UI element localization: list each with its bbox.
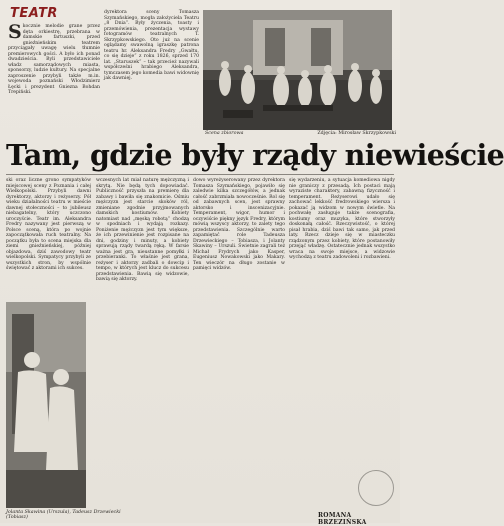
stage-photo-group (203, 10, 392, 130)
section-label: TEATR (10, 6, 58, 21)
author-byline: ROMANA BRZEZIŃSKA (318, 512, 367, 526)
stage-photo-image (203, 10, 392, 130)
headline-rule (6, 174, 394, 175)
actors-photo-image (6, 302, 86, 508)
caption-actors: Jolanta Skawina (Urszula), Tadeusz Drzewiecki (Tobiasz) (6, 510, 121, 521)
intro-column-middle: dyrektora sceny Tomasza Szymańskiego, mogła założyciela Teatru „8 Dnia”. Były życzenia, toasty i przemówienia, prezentacja wystawy fotogramów teatralnych T. Skrzypkowskiego. Oto już na scenie oglądamy swawolną igraszkę patrona teatru hr. Aleksandra Fredry „Gwałtu, co się dzieje” z roku 1826, sprzed 170 lat. „Staruszek” – tak przecież nazywali współcześni hrabiego Aleksandra, tymczasem jego komedia bawi widownię jak dawniej. (104, 10, 199, 81)
library-stamp (358, 470, 394, 506)
article-column-1: ski oraz liczne grono sympatyków miejscowej sceny z Poznania i całej Wielkopolski. Przybyli dawni dyrektorzy, aktorzy i reżyserzy. Pół wieku działalności teatru w mieście dawnej stołeczności – to jubileusz niebagatelny, który uczczono uroczyście. Teatr im. Aleksandra Fredry nazywany jest pierwszą w Polsce sceną, która po wojnie zapoczątkowała ruch teatralny. Na początku była to scena miejska dla ziemi gnieźnieńskiej, później objazdowa, dziś zawodowy teatr wielkopolski. Sympatycy przybyli ze wszystkich stron, by wspólnie świętować z aktorami ich sukces. (6, 178, 91, 271)
article-column-3: dowo wyreżyserowany przez dyrektora Tomasza Szymańskiego, pojawiło się zaledwie kilka szczegółów, a jednak całość zabrzmiała nowocześnie. Rol się od zabawnych scen, jest sprawny aktorsko i inscenizacyjnie. Temperament, wigor, humor i oczywiście piękny język Fredry, którym mówią wszyscy aktorzy, to zalety tego przedstawienia. Szczególnie warto zapamiętać role Tadeusza Drzewieckiego – Tobiasza, i Jolanty Skawiny – Urszuli. Świetnie zagrali też Michał Frydrych jako Kasper, Eugeniusz Nowakowski jako Makary. Ten wieczór na długo zostanie w pamięci widzów. (193, 178, 285, 271)
caption-photo-credit: Zdjęcia: Mirosław Skrzypkowski (317, 131, 396, 136)
actors-photo (6, 302, 86, 508)
article-headline: Tam, gdzie były rządy niewieście (6, 138, 504, 172)
caption-scene: Scena zbiorowa (205, 131, 244, 136)
article-column-4: się wydarzeniu, a sytuacja komediowa nigdy nie graniczy z przesadą. Ich postaci mają wyraziste charaktery, zabawną fizyczność i temperament. Reżyserowi udało się zachować lekkość fredrowskiego wiersza i pokazać ją widzom w nowym świetle. Na pochwałę zasługuje także scenografia, kostiumy oraz muzyka, które stworzyły doskonałą całość. Rzeczywistość, o której pisał hrabia, dziś bawi tak samo, jak przed laty. Rzecz dzieje się w miasteczku rządzonym przez kobiety, które postanowiły przejąć władzę. Ostatecznie jednak wszystko wraca na swoje miejsce, a widzowie wychodzą z teatru zadowoleni i rozbawieni. (289, 178, 395, 260)
intro-column-left: Skocznie melodie grane przez dęta orkiestrę, przebrana w damskie fartuszki, przed gnieźnieńskim teatrem przyciągały uwagę wielu tłumnie premierowych gości. A było ich ponad dwadzieścia. Byli przedstawiciele władz samorządowych miasta, sponsorzy, ludzie kultury. Na specjalne zaproszenie przybyli także m.in. wojewoda poznański Włodzimierz Łęcki i prezydent Gniezna Bohdan Trepiński. (8, 21, 100, 95)
article-column-2: wczesnych lat miał naturę mężczyzną i skrytą. Nie będą tych dopowiadać. Publiczność przyszła na premierę dla zabawy i bawiła się znakomicie. Ośmiu mężczyzn jest starcie skoków ról, zmieniane zgodnie przyjmowanych damskich kostiumów. Kobiety natomiast nad „męską robotą” chodzą w spodniach i wydają rozkazy. Poniżenie mężczyzn jest tym większe, że ich przewinienie jest rozpisane na dni, godziny i minuty, a kobiety sprawują rządy twardą ręką. W farsie ważna jest gra, nieustanne pomyłki i przebieranki. To właśnie jest grana, reżyser i aktorzy zadbali o dowcip i tempo, w których jest klucz do sukcesu przedstawienia. Bawią się widzowie, bawią się aktorzy. (96, 178, 189, 282)
